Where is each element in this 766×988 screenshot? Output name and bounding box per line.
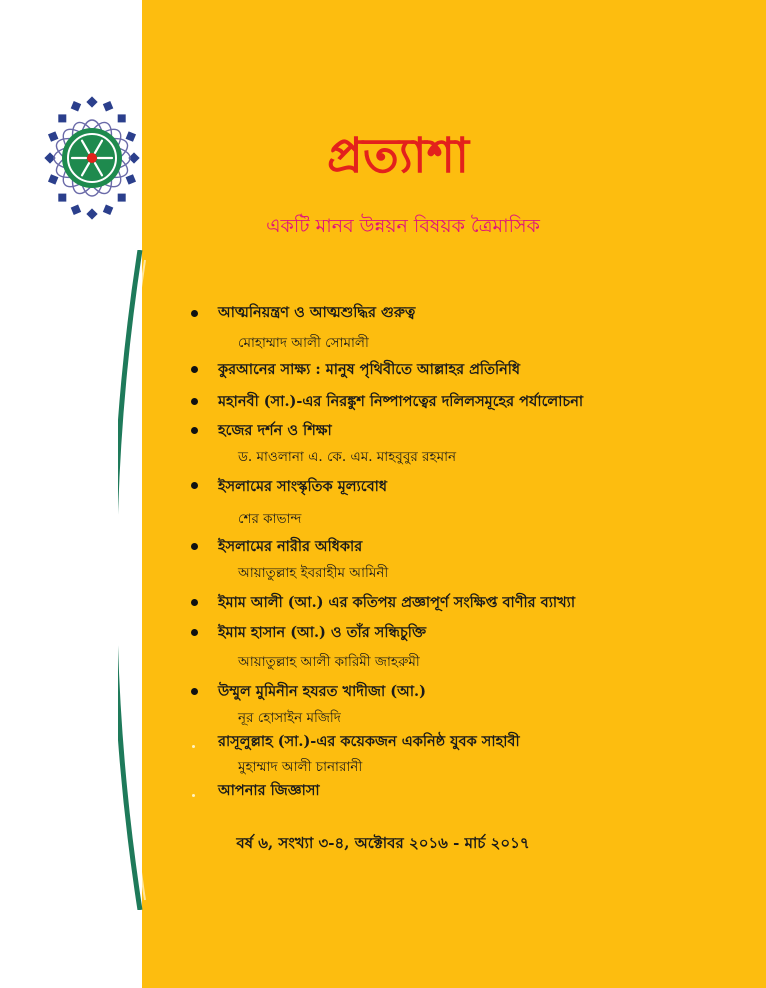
bullet-icon (191, 629, 198, 636)
toc-entry-author: ড. মাওলানা এ. কে. এম. মাহবুবুর রহমান (238, 449, 457, 465)
bullet-icon (191, 366, 198, 373)
toc-entry-title: রাসূলুল্লাহ (সা.)-এর কয়েকজন একনিষ্ঠ যুবক সাহাবী (218, 733, 520, 750)
bullet-icon (191, 310, 198, 317)
toc-entry-title: হজের দর্শন ও শিক্ষা (218, 422, 332, 439)
bullet-icon (191, 543, 198, 550)
bullet-icon (191, 482, 198, 489)
toc-entry-author: শের কাভান্দ (238, 511, 302, 527)
magazine-subtitle: একটি মানব উন্নয়ন বিষয়ক ত্রৈমাসিক (266, 215, 540, 237)
toc-entry-author: নূর হোসাইন মজিদি (238, 710, 341, 726)
toc-entry-author: আয়াতুল্লাহ ইবরাহীম আমিনী (238, 565, 389, 581)
toc-entry-author: আয়াতুল্লাহ আলী কারিমী জাহরুমী (238, 654, 420, 670)
toc-entry-title: কুরআনের সাক্ষ্য : মানুষ পৃথিবীতে আল্লাহর প্রতিনিধি (218, 361, 521, 378)
toc-entry-title: ইসলামের নারীর অধিকার (218, 538, 363, 555)
bullet-icon (191, 427, 198, 434)
bullet-icon (191, 398, 198, 405)
toc-entry-author: মুহাম্মাদ আলী চানারানী (238, 759, 363, 775)
bullet-icon (192, 794, 195, 797)
toc-entry-title: আত্মনিয়ন্ত্রণ ও আত্মশুদ্ধির গুরুত্ব (218, 304, 416, 321)
toc-entry-title: ইসলামের সাংস্কৃতিক মূল্যবোধ (218, 478, 388, 495)
toc-entry-title: আপনার জিজ্ঞাসা (218, 782, 320, 799)
toc-entry-author: মোহাম্মাদ আলী সোমালী (238, 335, 369, 351)
toc-entry-title: ইমাম আলী (আ.) এর কতিপয় প্রজ্ঞাপূর্ণ সংক্ষিপ্ত বাণীর ব্যাখ্যা (218, 594, 576, 611)
toc-entry-title: ইমাম হাসান (আ.) ও তাঁর সন্ধিচুক্তি (218, 624, 427, 641)
toc-entry-title: উম্মুল মুমিনীন হযরত খাদীজা (আ.) (218, 683, 426, 700)
magazine-title: প্রত্যাশা (326, 128, 469, 184)
bullet-icon (192, 745, 195, 748)
toc-entry-title: মহানবী (সা.)-এর নিরঙ্কুশ নিষ্পাপত্বের দলিলসমূহের পর্যালোচনা (218, 393, 584, 410)
issue-info: বর্ষ ৬, সংখ্যা ৩-৪, অক্টোবর ২০১৬ - মার্চ ২০১৭ (236, 834, 530, 852)
bullet-icon (191, 599, 198, 606)
bullet-icon (191, 688, 198, 695)
